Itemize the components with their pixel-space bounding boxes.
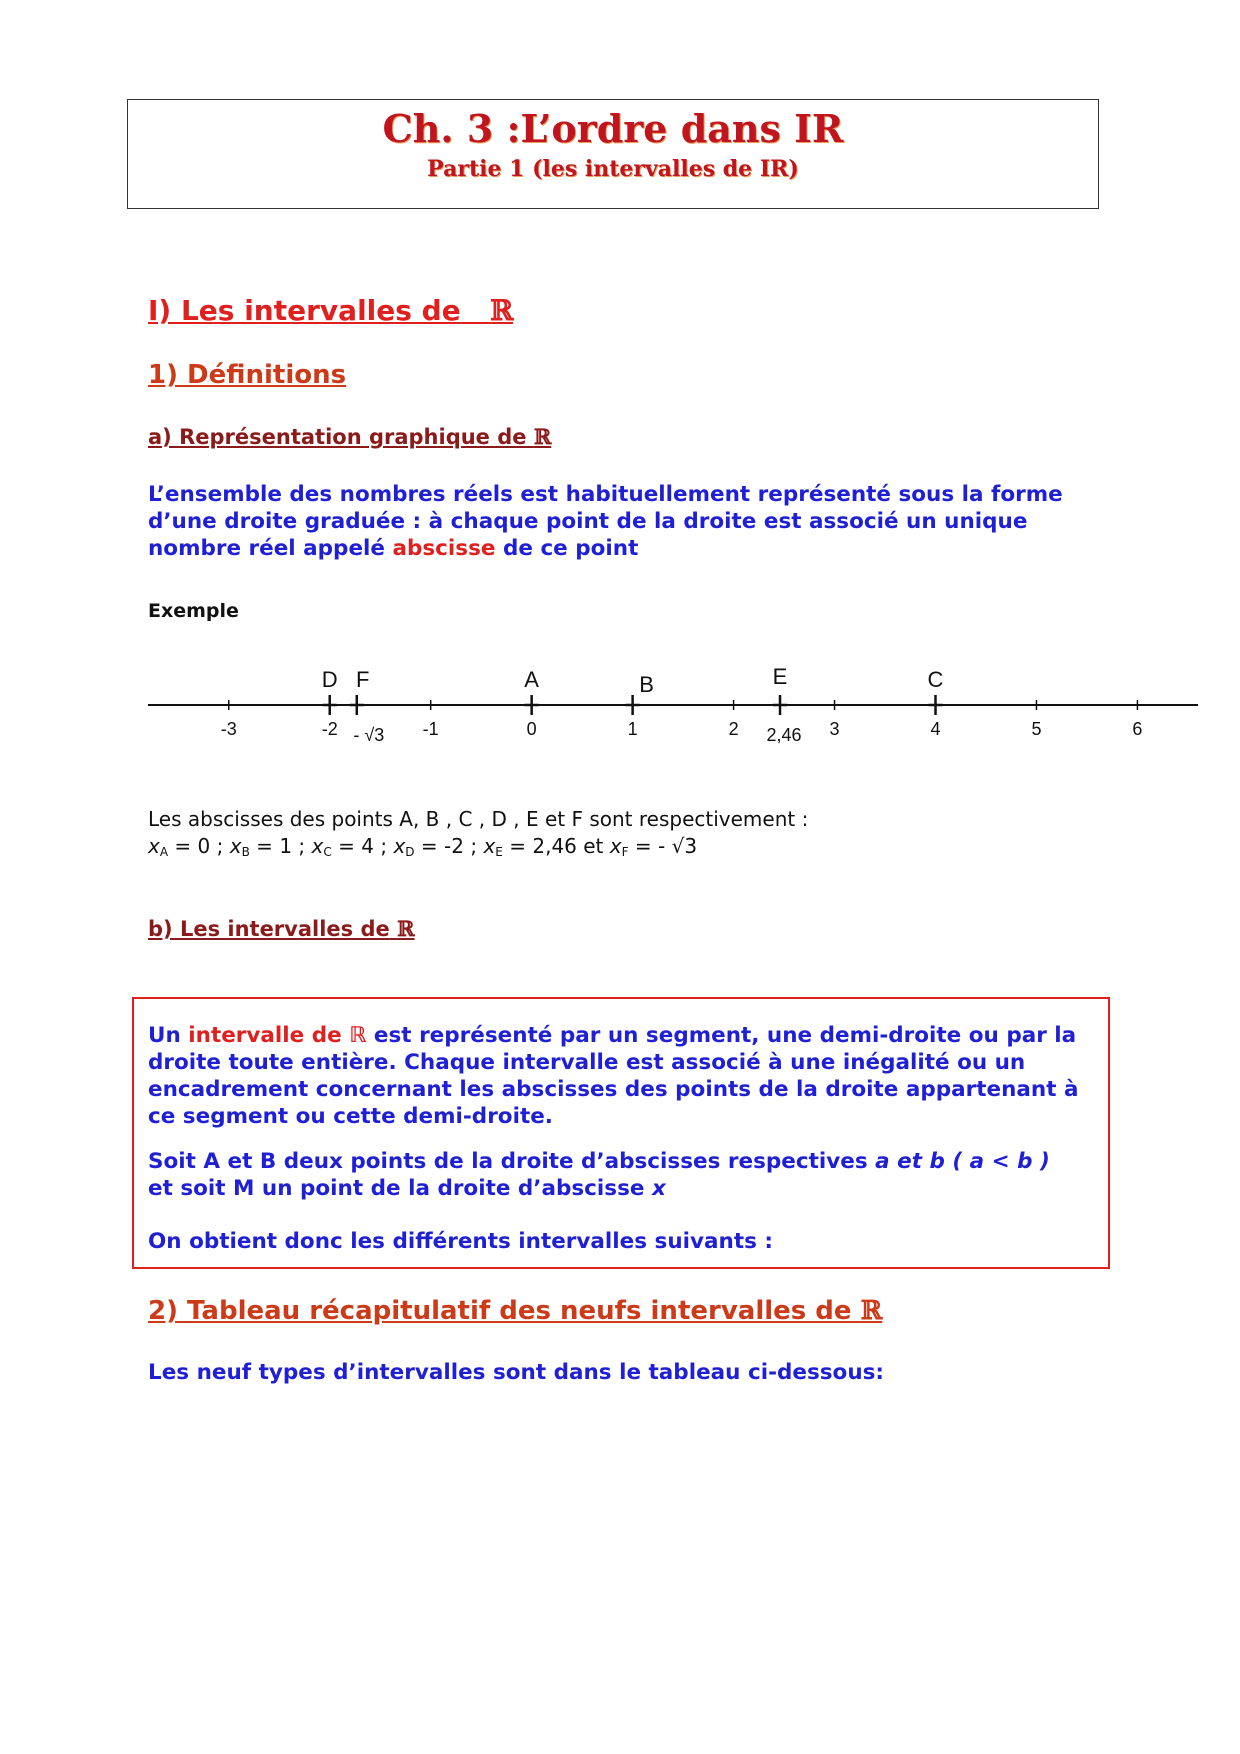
part-b-heading [148,916,415,941]
real-numbers-symbol: ℝ [533,424,552,449]
xA-value: 0 [197,834,211,858]
separator: ; [470,834,478,858]
abscisse-term: abscisse [392,536,496,561]
tick-label: 0 [526,719,537,739]
definition-paragraph-3: On obtient donc les différents intervalles suivants : [148,1229,773,1254]
separator: ; [380,834,388,858]
xE-value: 2,46 [532,834,577,858]
point-value-label: 2,46 [766,725,802,745]
xC-value: 4 [361,834,374,858]
definition-start: Un [148,1023,181,1048]
definition-soit-line [148,1148,1108,1175]
intro-line-3-start: nombre réel appelé [148,536,385,561]
definition-line-4: ce segment ou cette demi-droite. [148,1104,553,1129]
subsection-heading-definitions: 1) Définitions [148,360,347,390]
xD-value: -2 [444,834,464,858]
separator: ; [298,834,306,858]
separator: ; [216,834,224,858]
abscissa-sentence: Les abscisses des points A, B , C , D , E et F sont respectivement : [148,807,809,831]
tick-label: -2 [321,719,338,739]
tick-label: -1 [422,719,439,739]
interval-term: intervalle de ℝ [188,1023,367,1048]
subsection-heading-summary [148,1296,882,1326]
title-box [127,99,1099,209]
table-intro: Les neuf types d’intervalles sont dans le tableau ci-dessous: [148,1360,885,1385]
real-numbers-symbol: ℝ [860,1296,883,1326]
xF-value: - √3 [658,834,698,858]
section-heading-text: I) Les intervalles de [148,294,461,327]
chapter-title: Ch. 3 :L’ordre dans IR [382,106,844,151]
intro-line-2: d’une droite graduée : à chaque point de la droite est associé un unique [148,509,1028,534]
point-label: C [927,667,944,692]
tick-label: 6 [1132,719,1143,739]
soit-line-text: Soit A et B deux points de la droite d’abscisses respectives [148,1149,868,1174]
definition-line-1 [148,1022,1108,1049]
point-label: D [321,667,338,692]
part-a-heading [148,424,551,449]
point-label: F [356,667,370,692]
definition-line-2: droite toute entière. Chaque intervalle est associé à une inégalité ou un [148,1050,1026,1075]
point-label: A [524,667,539,692]
a-b-variables: a et b ( a < b ) [875,1149,1050,1174]
point-label: E [772,664,788,689]
m-line-text: et soit M un point de la droite d’abscisse [148,1176,645,1201]
tick-label: -3 [220,719,237,739]
summary-heading-text: 2) Tableau récapitulatif des neufs intervalles de [148,1296,852,1326]
conjunction: et [583,834,604,858]
tick-label: 5 [1031,719,1042,739]
intro-line-3-end: de ce point [502,536,639,561]
point-label: B [639,672,654,697]
xB-value: 1 [279,834,293,858]
real-numbers-symbol: ℝ [489,294,514,327]
abscissa-values: $x_A = 0$ ; $x_B = 1$ ; $x_C = 4$ ; $x_D = -2$ ; $x_E = 2,46$ et $x_F$ = - √3 [148,834,698,859]
tick-label: 1 [627,719,638,739]
part-b-heading-text: b) Les intervalles de [148,917,390,941]
tick-label: 2 [728,719,739,739]
definition-line-1-end: est représenté par un segment, une demi-droite ou par la [373,1023,1077,1048]
tick-label: 3 [829,719,840,739]
part-a-heading-text: a) Représentation graphique de [148,425,527,449]
number-line-figure [0,660,1240,760]
intro-line-3 [148,535,1108,562]
definition-paragraph-2 [148,1148,1108,1202]
real-numbers-symbol: ℝ [397,916,415,941]
definition-paragraph-1 [148,1022,1108,1130]
x-variable: x [651,1176,666,1201]
point-value-label: - √3 [353,725,385,745]
intro-paragraph [148,481,1108,562]
definition-m-line [148,1175,1108,1202]
intro-line-1: L’ensemble des nombres réels est habituellement représenté sous la forme [148,482,1063,507]
example-label: Exemple [148,600,239,622]
definition-line-3: encadrement concernant les abscisses des points de la droite appartenant à [148,1077,1079,1102]
tick-label: 4 [930,719,941,739]
chapter-subtitle: Partie 1 (les intervalles de IR) [427,156,799,182]
section-heading-1 [148,294,513,327]
